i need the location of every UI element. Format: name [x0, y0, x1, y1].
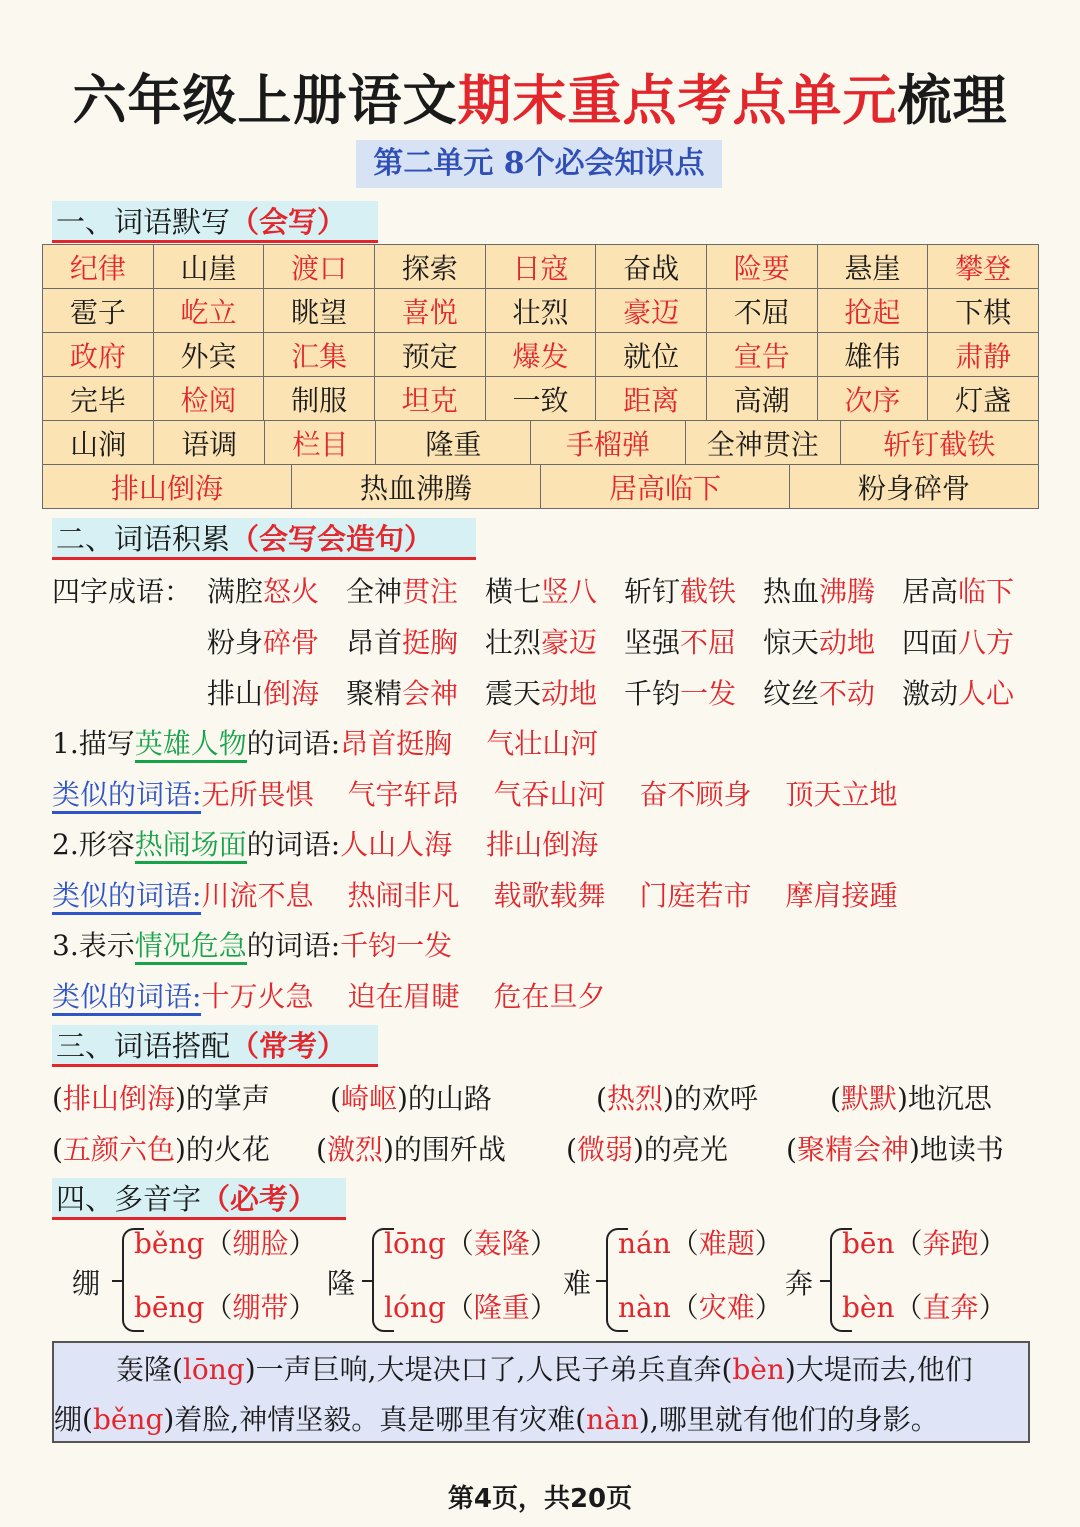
polyphone-reading — [842, 1286, 1007, 1326]
idiom-second-half: 沸腾 — [819, 575, 876, 608]
section-4-heading — [52, 1178, 346, 1220]
word-cell: 语调 — [154, 421, 265, 465]
idiom-second-half: 人心 — [958, 677, 1015, 710]
paren: ( — [566, 1133, 577, 1166]
pinyin: lōng — [182, 1353, 245, 1386]
describe-prefix: 1.描写 — [52, 727, 135, 760]
collocation-noun: 的掌声 — [185, 1082, 270, 1115]
similar-word: 摩肩接踵 — [785, 879, 898, 912]
paren: ） — [529, 1227, 558, 1260]
word-cell: 粉身碎骨 — [790, 465, 1039, 509]
paren: ) — [908, 1133, 920, 1166]
word-cell: 栏目 — [265, 421, 376, 465]
polyphone-char: 难 — [563, 1267, 592, 1300]
polyphone-reading — [134, 1222, 317, 1262]
word-cell: 宣告 — [706, 333, 817, 377]
word-cell: 坦克 — [374, 377, 485, 421]
section-3-label: 三、词语搭配 — [56, 1029, 231, 1063]
pinyin: běng — [92, 1403, 164, 1436]
paren: ) — [382, 1133, 394, 1166]
describe-prefix: 2.形容 — [52, 828, 135, 861]
word-table — [42, 244, 1039, 421]
word-cell: 外宾 — [153, 333, 264, 377]
word-cell: 居高临下 — [541, 465, 790, 509]
idiom-second-half: 动地 — [541, 677, 598, 710]
idiom — [207, 570, 346, 610]
describe-key: 热闹场面 — [135, 828, 247, 864]
collocation-word: 微弱 — [576, 1133, 633, 1166]
idiom — [485, 621, 624, 661]
reading-word: 奔跑 — [922, 1227, 979, 1260]
section-3-heading — [52, 1025, 378, 1067]
pinyin: lōng — [384, 1227, 446, 1260]
idiom-second-half: 挺胸 — [402, 626, 459, 659]
idiom — [902, 570, 1041, 610]
idiom-second-half: 八方 — [958, 626, 1015, 659]
reading-word: 直奔 — [922, 1291, 979, 1324]
word-cell: 奋战 — [596, 245, 707, 289]
similar-line — [52, 773, 932, 813]
polyphone-reading — [384, 1222, 558, 1262]
similar-word: 门庭若市 — [639, 879, 752, 912]
word-cell: 下棋 — [928, 289, 1039, 333]
text-segment: )着脸,神情坚毅。真是哪里有灾难( — [163, 1403, 587, 1436]
pinyin: lóng — [384, 1291, 446, 1324]
idiom — [207, 621, 346, 661]
idiom-second-half: 豪迈 — [541, 626, 598, 659]
idiom-second-half: 怒火 — [263, 575, 320, 608]
word-cell: 雄伟 — [817, 333, 928, 377]
pinyin: bēn — [842, 1227, 895, 1260]
text-segment: ),哪里就有他们的身影。 — [638, 1403, 939, 1436]
idiom-first-half: 全神 — [346, 575, 403, 608]
collocation-word: 聚精会神 — [796, 1133, 909, 1166]
word-cell: 全神贯注 — [685, 421, 840, 465]
describe-suffix: 的词语: — [246, 929, 341, 962]
collocation-word: 默默 — [840, 1082, 897, 1115]
describe-line — [52, 823, 632, 863]
section-2-tag: （会写会造句） — [230, 522, 434, 556]
polyphone-char: 绷 — [72, 1267, 101, 1300]
word-cell: 山涧 — [43, 421, 154, 465]
polyphone-reading — [618, 1286, 783, 1326]
paren: （ — [445, 1227, 474, 1260]
polyphone-char: 奔 — [785, 1267, 814, 1300]
idiom — [207, 672, 346, 712]
title-part1: 六年级上册语文 — [72, 69, 458, 132]
section-3-tag: （常考） — [230, 1029, 347, 1063]
section-4-tag: （必考） — [201, 1182, 318, 1216]
collocation-item — [786, 1128, 1004, 1168]
word-cell: 排山倒海 — [43, 465, 292, 509]
word-cell: 完毕 — [43, 377, 154, 421]
idiom-first-half: 居高 — [902, 575, 959, 608]
word-cell: 探索 — [374, 245, 485, 289]
word-cell: 距离 — [596, 377, 707, 421]
word-cell: 渡口 — [264, 245, 375, 289]
polyphone-char: 隆 — [327, 1267, 356, 1300]
word-cell: 抢起 — [817, 289, 928, 333]
idiom — [346, 672, 485, 712]
pinyin: nán — [618, 1227, 671, 1260]
idiom-first-half: 粉身 — [207, 626, 264, 659]
idiom — [624, 621, 763, 661]
idiom-first-half: 排山 — [207, 677, 264, 710]
polyphone-reading — [842, 1222, 1007, 1262]
section-2-heading — [52, 518, 476, 560]
collocation-item — [316, 1128, 506, 1168]
idiom — [624, 570, 763, 610]
idiom-first-half: 四面 — [902, 626, 959, 659]
word-cell: 政府 — [43, 333, 154, 377]
paren: ( — [786, 1133, 797, 1166]
word-cell: 就位 — [596, 333, 707, 377]
word-cell: 制服 — [264, 377, 375, 421]
title-part2: 期末重点考点单元 — [457, 69, 898, 132]
collocation-word: 五颜六色 — [62, 1133, 175, 1166]
idiom-second-half: 会神 — [402, 677, 459, 710]
paren: ) — [174, 1082, 186, 1115]
describe-word: 昂首挺胸 — [340, 727, 453, 760]
word-cell: 日寇 — [485, 245, 596, 289]
paren: （ — [670, 1227, 699, 1260]
similar-label: 类似的词语: — [52, 778, 201, 814]
describe-suffix: 的词语: — [246, 727, 341, 760]
similar-label: 类似的词语: — [52, 980, 201, 1016]
similar-word: 气吞山河 — [493, 778, 606, 811]
pinyin: běng — [134, 1227, 205, 1260]
polyphone-reading — [618, 1222, 783, 1262]
paren: ( — [52, 1082, 63, 1115]
word-cell: 雹子 — [43, 289, 154, 333]
reading-word: 绷带 — [232, 1291, 289, 1324]
collocation-item — [330, 1077, 492, 1117]
idiom-second-half: 截铁 — [680, 575, 737, 608]
paren: ） — [978, 1291, 1007, 1324]
idiom — [902, 672, 1041, 712]
describe-line — [52, 924, 486, 964]
idiom-first-half: 斩钉 — [624, 575, 681, 608]
collocation-noun: 的火花 — [185, 1133, 270, 1166]
paren: （ — [204, 1227, 233, 1260]
pinyin: bèn — [842, 1291, 895, 1324]
idiom — [624, 672, 763, 712]
paren: ( — [830, 1082, 841, 1115]
idiom-first-half: 昂首 — [346, 626, 403, 659]
paren: ） — [754, 1291, 783, 1324]
paren: （ — [894, 1291, 923, 1324]
collocation-word: 崎岖 — [340, 1082, 397, 1115]
describe-suffix: 的词语: — [246, 828, 341, 861]
describe-word: 千钧一发 — [340, 929, 453, 962]
collocation-word: 排山倒海 — [62, 1082, 175, 1115]
similar-word: 无所畏惧 — [201, 778, 314, 811]
idiom-first-half: 横七 — [485, 575, 542, 608]
word-cell: 险要 — [706, 245, 817, 289]
describe-word: 气壮山河 — [486, 727, 599, 760]
word-cell: 山崖 — [153, 245, 264, 289]
idiom-row — [207, 570, 1041, 610]
idiom-first-half: 纹丝 — [763, 677, 820, 710]
paren: ) — [896, 1082, 908, 1115]
reading-word: 绷脸 — [232, 1227, 289, 1260]
word-cell: 豪迈 — [596, 289, 707, 333]
pinyin: bēng — [134, 1291, 205, 1324]
word-cell: 汇集 — [264, 333, 375, 377]
word-table-row6 — [42, 464, 1039, 509]
similar-line — [52, 975, 639, 1015]
reading-word: 灾难 — [698, 1291, 755, 1324]
unit-subtitle: 第二单元 8个必会知识点 — [356, 140, 722, 188]
polyphone-reading — [384, 1286, 558, 1326]
word-cell: 肃静 — [928, 333, 1039, 377]
word-cell: 壮烈 — [485, 289, 596, 333]
similar-word: 奋不顾身 — [639, 778, 752, 811]
describe-line — [52, 722, 632, 762]
collocation-noun: 的欢呼 — [673, 1082, 758, 1115]
word-cell: 次序 — [817, 377, 928, 421]
pinyin: nàn — [586, 1403, 639, 1436]
word-cell: 隆重 — [376, 421, 531, 465]
idiom — [763, 672, 902, 712]
reading-word: 隆重 — [473, 1291, 530, 1324]
word-cell: 眺望 — [264, 289, 375, 333]
polyphone-reading — [134, 1286, 317, 1326]
describe-prefix: 3.表示 — [52, 929, 135, 962]
section-4-label: 四、多音字 — [56, 1182, 202, 1216]
word-cell: 喜悦 — [374, 289, 485, 333]
idiom-second-half: 倒海 — [263, 677, 320, 710]
reading-word: 轰隆 — [473, 1227, 530, 1260]
paren: ） — [754, 1227, 783, 1260]
idiom-second-half: 贯注 — [402, 575, 459, 608]
idiom — [346, 621, 485, 661]
idiom-first-half: 激动 — [902, 677, 959, 710]
word-cell: 不屈 — [706, 289, 817, 333]
similar-word: 顶天立地 — [785, 778, 898, 811]
text-segment: 轰隆( — [116, 1353, 183, 1386]
paren: ） — [288, 1227, 317, 1260]
collocation-item — [830, 1077, 992, 1117]
idiom — [485, 672, 624, 712]
word-cell: 攀登 — [928, 245, 1039, 289]
paren: ( — [52, 1133, 63, 1166]
idiom-first-half: 满腔 — [207, 575, 264, 608]
collocation-noun: 的围歼战 — [393, 1133, 506, 1166]
idiom-second-half: 不动 — [819, 677, 876, 710]
paren: ( — [596, 1082, 607, 1115]
similar-word: 热闹非凡 — [347, 879, 460, 912]
word-cell: 悬崖 — [817, 245, 928, 289]
paren: ( — [316, 1133, 327, 1166]
idiom-first-half: 震天 — [485, 677, 542, 710]
paren: （ — [445, 1291, 474, 1324]
section-1-tag: （会写） — [230, 205, 347, 239]
word-cell: 手榴弹 — [531, 421, 686, 465]
paren: （ — [670, 1291, 699, 1324]
describe-word: 人山人海 — [340, 828, 453, 861]
paren: ) — [662, 1082, 674, 1115]
paren: ） — [288, 1291, 317, 1324]
similar-word: 十万火急 — [201, 980, 314, 1013]
idiom — [763, 621, 902, 661]
idiom-first-half: 聚精 — [346, 677, 403, 710]
word-cell: 斩钉截铁 — [840, 421, 1038, 465]
idiom — [346, 570, 485, 610]
word-cell: 一致 — [485, 377, 596, 421]
pinyin: nàn — [618, 1291, 671, 1324]
title-part3: 梳理 — [897, 69, 1008, 132]
idiom-second-half: 动地 — [819, 626, 876, 659]
example-paragraph-box — [52, 1341, 1030, 1443]
collocation-item — [596, 1077, 758, 1117]
collocation-word: 激烈 — [326, 1133, 383, 1166]
idiom-label: 四字成语： — [52, 575, 193, 608]
idiom — [485, 570, 624, 610]
similar-word: 迫在眉睫 — [347, 980, 460, 1013]
paren: ( — [330, 1082, 341, 1115]
idiom — [763, 570, 902, 610]
similar-word: 气宇轩昂 — [347, 778, 460, 811]
page-title — [0, 58, 1080, 135]
word-cell: 屹立 — [153, 289, 264, 333]
text-segment: )一声巨响,大堤决口了,人民子弟兵直奔( — [244, 1353, 733, 1386]
word-cell: 纪律 — [43, 245, 154, 289]
section-2-label: 二、词语积累 — [56, 522, 231, 556]
paren: ） — [529, 1291, 558, 1324]
idiom-second-half: 碎骨 — [263, 626, 320, 659]
idiom — [902, 621, 1041, 661]
similar-label: 类似的词语: — [52, 879, 201, 915]
paren: ) — [174, 1133, 186, 1166]
example-line-1 — [54, 1345, 1028, 1395]
paren: ） — [978, 1227, 1007, 1260]
pinyin: bèn — [732, 1353, 785, 1386]
describe-key: 英雄人物 — [135, 727, 247, 763]
collocation-noun: 地沉思 — [907, 1082, 992, 1115]
idiom-first-half: 坚强 — [624, 626, 681, 659]
idiom-second-half: 不屈 — [680, 626, 737, 659]
similar-line — [52, 874, 932, 914]
word-cell: 灯盏 — [928, 377, 1039, 421]
similar-word: 川流不息 — [201, 879, 314, 912]
idiom-second-half: 一发 — [680, 677, 737, 710]
paren: ) — [396, 1082, 408, 1115]
word-cell: 预定 — [374, 333, 485, 377]
paren: （ — [204, 1291, 233, 1324]
idiom-second-half: 临下 — [958, 575, 1015, 608]
collocation-item — [52, 1077, 270, 1117]
idiom-second-half: 竖八 — [541, 575, 598, 608]
idiom-first-half: 热血 — [763, 575, 820, 608]
idiom-first-half: 壮烈 — [485, 626, 542, 659]
collocation-item — [52, 1128, 270, 1168]
text-segment: )大堤而去,他们 — [784, 1353, 973, 1386]
word-cell: 爆发 — [485, 333, 596, 377]
collocation-word: 热烈 — [606, 1082, 663, 1115]
word-table-row5 — [42, 420, 1039, 465]
paren: ) — [632, 1133, 644, 1166]
example-line-2 — [54, 1395, 1028, 1445]
reading-word: 难题 — [698, 1227, 755, 1260]
word-cell: 热血沸腾 — [292, 465, 541, 509]
describe-word: 排山倒海 — [486, 828, 599, 861]
page-footer: 第4页，共20页 — [447, 1484, 633, 1514]
collocation-noun: 的亮光 — [643, 1133, 728, 1166]
idiom-first-half: 千钧 — [624, 677, 681, 710]
text-segment: 绷( — [54, 1403, 93, 1436]
section-1-heading — [52, 201, 378, 243]
section-1-label: 一、词语默写 — [56, 205, 231, 239]
idiom-row — [207, 672, 1041, 712]
collocation-noun: 的山路 — [407, 1082, 492, 1115]
similar-word: 载歌载舞 — [493, 879, 606, 912]
word-cell: 检阅 — [153, 377, 264, 421]
collocation-item — [566, 1128, 728, 1168]
idiom-first-half: 惊天 — [763, 626, 820, 659]
paren: （ — [894, 1227, 923, 1260]
similar-word: 危在旦夕 — [493, 980, 606, 1013]
collocation-noun: 地读书 — [919, 1133, 1004, 1166]
idiom-row — [207, 621, 1041, 661]
word-cell: 高潮 — [706, 377, 817, 421]
describe-key: 情况危急 — [135, 929, 247, 965]
